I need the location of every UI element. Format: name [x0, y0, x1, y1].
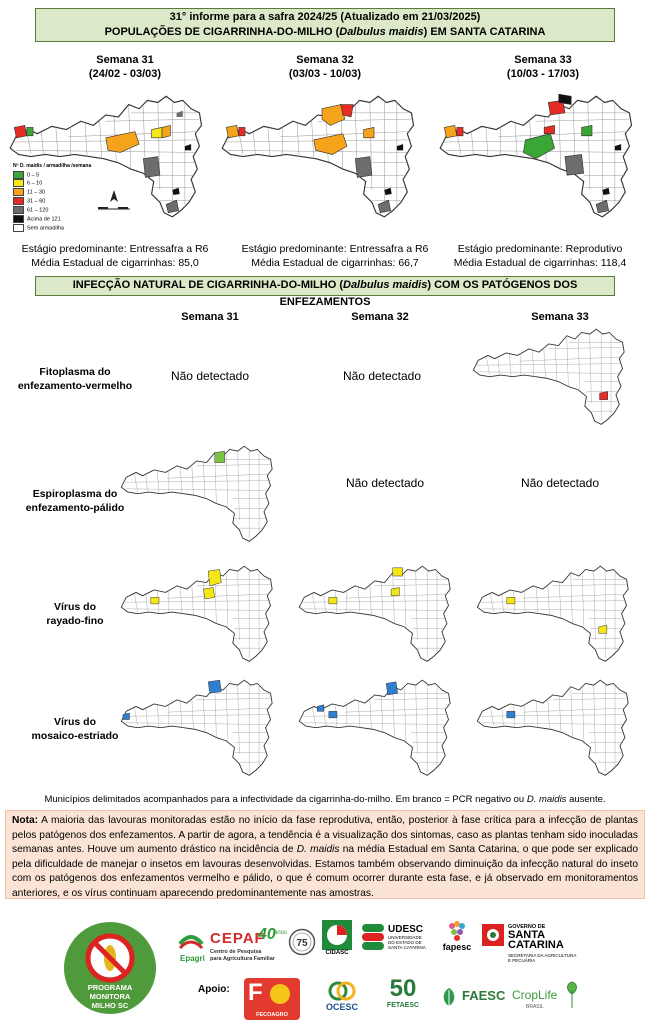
- map-region: [341, 105, 353, 117]
- north-arrow-icon: [96, 188, 132, 214]
- row-label-mosaico-estriado: Vírus do mosaico-estriado: [31, 716, 119, 742]
- legend-item: 31 – 60: [13, 197, 103, 206]
- map-region: [317, 705, 324, 712]
- map-region: [152, 127, 162, 137]
- epagri-icon: [178, 930, 204, 952]
- note-box: Nota: A maioria das lavouras monitoradas estão no início da fase reprodutiva, então, posterior à fase crítica para a infecção de plantas pelos patógenos dos enfezamentos. A partir de agora, a tendência é a visualização dos sintomas, caso as plantas tenham sido inoculadas semanas antes. Houve um aumento drástico na incidência de D. maidis na média Estadual em Santa Catarina, o que pode ser explicado pela dificuldade de manejar o insetos em lavouras desenvolvidas. Estamos também observando diminuição da infecção natural do inseto com os patógenos dos enfezamentos vermelho e pálido, o que é comum ocorrer durante esta fase, e já observado em monitoramentos anteriores, e os vírus continuam aparecendo predominantemente nas amostras.: [5, 810, 645, 899]
- governo-sc-logo: GOVERNO DE SANTA CATARINA SECRETARIA DA AGRICULTURA E PECUÁRIA: [482, 924, 578, 966]
- map-region: [203, 587, 214, 598]
- map-region: [393, 568, 403, 576]
- legend-item: Acima de 121: [13, 215, 103, 224]
- map-region: [329, 711, 337, 718]
- mosaico-estriado-week-33-map: [474, 674, 638, 779]
- legend-title: Nº D. maidis / armadilha /semana: [13, 163, 92, 169]
- map-region: [123, 713, 130, 720]
- week-32-population-map: [218, 85, 426, 225]
- map-region: [355, 157, 372, 178]
- map-legend: [13, 163, 103, 233]
- rayado-fino-week-33-map: [474, 560, 638, 665]
- faesc-icon: [438, 986, 460, 1008]
- map-region: [599, 625, 607, 633]
- rayado-fino-week-31-map: [118, 560, 282, 665]
- fapesc-icon: [446, 920, 468, 942]
- mosaico-estriado-week-31-map: [118, 674, 282, 779]
- legend-item: 0 – 5: [13, 171, 103, 180]
- leaf-icon: [564, 980, 580, 1008]
- map-region: [364, 127, 374, 137]
- note-label: Nota:: [12, 815, 39, 826]
- week-32-heading: Semana 32 (03/03 - 10/03): [288, 54, 362, 80]
- map-region: [239, 127, 245, 135]
- week-32-stats: Estágio predominante: Entressafra a R6 Média Estadual de cigarrinhas: 66,7: [241, 243, 429, 269]
- report-header: [35, 8, 615, 42]
- espiroplasma-week-33-result: Não detectado: [520, 476, 600, 490]
- infection-week-31: Semana 31: [181, 311, 239, 323]
- fecoagro-logo: F FECOAGRO: [244, 978, 300, 1020]
- map-region: [391, 587, 399, 595]
- infection-week-32: Semana 32: [351, 311, 409, 323]
- map-region: [582, 125, 592, 135]
- epagri-cepaf-logo: Epagri CEPAF 40 anos Centro de Pesquisa para Agricultura Familiar: [180, 926, 288, 963]
- map-region: [143, 157, 160, 178]
- fitoplasma-week-31-result: Não detectado: [170, 369, 250, 383]
- note-text: A maioria das lavouras monitoradas estão no início da fase reprodutiva, então, posterior à fase crítica para a infecção de plantas pelos patógenos dos enfezamentos. A partir de agora, a tendência é a visualização dos sintomas, caso as plantas tenham sido inoculadas semanas antes. Houve um aumento drástico na incidência de: [12, 815, 638, 855]
- map-region: [507, 597, 515, 604]
- map-region: [27, 127, 33, 135]
- week-33-heading: Semana 33 (10/03 - 17/03): [506, 54, 580, 80]
- cidasc-icon: [322, 920, 352, 950]
- espiroplasma-week-32-result: Não detectado: [345, 476, 425, 490]
- map-region: [162, 125, 170, 137]
- map-region: [329, 597, 337, 604]
- map-region: [565, 154, 584, 175]
- week-31-stats: Estágio predominante: Entressafra a R6 Média Estadual de cigarrinhas: 85,0: [21, 243, 209, 269]
- apoio-label: Apoio:: [198, 984, 230, 995]
- programa-monitora-milho-logo: [62, 920, 158, 1016]
- udesc-logo: UDESC UNIVERSIDADE DO ESTADO DE SANTA CATARINA: [362, 924, 432, 956]
- fitoplasma-week-33-map: [470, 323, 634, 428]
- mosaico-estriado-week-32-map: [296, 674, 460, 779]
- map-region: [559, 94, 571, 104]
- svg-text:MONITORA: MONITORA: [89, 992, 131, 1001]
- svg-text:MILHO SC: MILHO SC: [91, 1001, 129, 1010]
- map-region: [457, 127, 463, 135]
- legend-item: 11 – 30: [13, 188, 103, 197]
- week-33-population-map: [436, 85, 644, 225]
- faesc-logo: FAESC: [438, 986, 508, 1014]
- rayado-fino-week-32-map: [296, 560, 460, 665]
- legend-item: 61 – 120: [13, 206, 103, 215]
- croplife-logo: CropLife BRASIL: [512, 980, 582, 1016]
- legend-item: Sem armadilha: [13, 224, 103, 233]
- cidasc-logo: CIDASC: [322, 920, 352, 964]
- sc-flag-icon: [482, 924, 504, 946]
- fetaesc-logo: 50 FETAESC: [386, 975, 420, 1009]
- row-label-rayado-fino: Vírus do rayado-fino: [46, 601, 104, 627]
- infection-caption: Municípios delimitados acompanhados para a infectividade da cigarrinha-do-milho. Em branco = PCR negativo ou D. maidis ausente.: [44, 794, 606, 805]
- seal-75-logo: [288, 928, 316, 956]
- map-region: [600, 391, 608, 399]
- row-label-espiroplasma: Espiroplasma do enfezamento-pálido: [25, 488, 125, 514]
- map-region: [208, 680, 221, 693]
- ocesc-icon: [328, 980, 356, 1002]
- map-region: [226, 125, 238, 137]
- udesc-icon: [362, 924, 384, 950]
- espiroplasma-week-31-map: [118, 440, 282, 545]
- legend-item: 6 – 10: [13, 179, 103, 188]
- week-33-stats: Estágio predominante: Reprodutivo Média Estadual de cigarrinhas: 118,4: [453, 243, 627, 269]
- map-region: [215, 451, 225, 462]
- row-label-fitoplasma: Fitoplasma do enfezamento-vermelho: [17, 366, 133, 392]
- fitoplasma-week-32-result: Não detectado: [342, 369, 422, 383]
- report-subtitle: POPULAÇÕES DE CIGARRINHA-DO-MILHO (Dalbulus maidis) EM SANTA CATARINA: [104, 26, 546, 38]
- report-title: 31° informe para a safra 2024/25 (Atualizado em 21/03/2025): [169, 11, 481, 23]
- week-31-heading: Semana 31 (24/02 - 03/03): [88, 54, 162, 80]
- map-region: [14, 125, 26, 137]
- svg-text:PROGRAMA: PROGRAMA: [87, 983, 133, 992]
- svg-text:75: 75: [296, 938, 308, 949]
- map-region: [151, 597, 159, 604]
- fapesc-logo: fapesc: [438, 920, 476, 964]
- map-region: [507, 711, 515, 718]
- infection-banner: INFECÇÃO NATURAL DE CIGARRINHA-DO-MILHO (Dalbulus maidis) COM OS PATÓGENOS DOS ENFEZAMENTOS: [35, 276, 615, 296]
- ocesc-logo: OCESC: [318, 980, 366, 1020]
- map-region: [386, 682, 397, 695]
- map-region: [444, 125, 456, 137]
- infection-week-33: Semana 33: [531, 311, 589, 323]
